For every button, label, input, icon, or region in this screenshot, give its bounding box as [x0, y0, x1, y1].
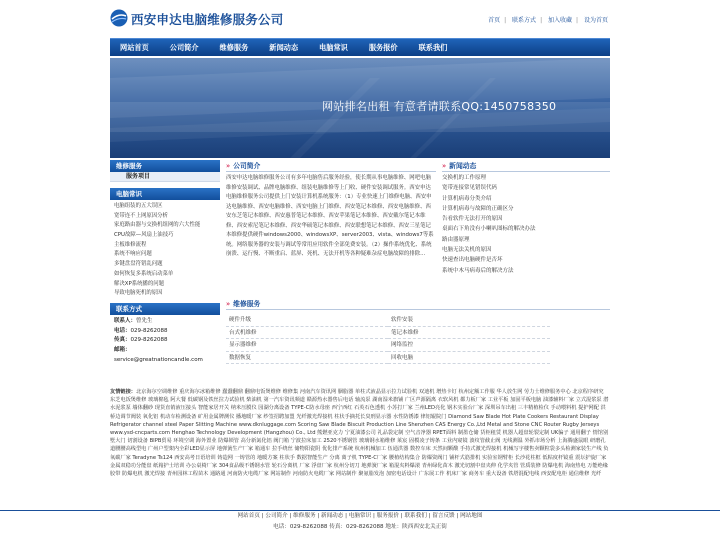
list-item[interactable]: 回收电脑	[388, 352, 550, 365]
list-item[interactable]: 数据恢复	[226, 352, 388, 365]
list-item[interactable]: 台式机维修	[226, 327, 388, 340]
list-item[interactable]: 告看软件无法打开的原因	[442, 216, 503, 223]
sidebar-contact-head: 联系方式	[110, 303, 220, 315]
arrow-icon: »	[442, 162, 447, 170]
friend-links	[110, 388, 610, 508]
footer-links[interactable]: 网站首页 | 公司简介 | 维修服务 | 新闻动态 | 电脑常识 | 服务报价 | 联系我们 | 留言反馈 | 网站地图	[237, 513, 483, 519]
arrow-icon: »	[226, 162, 231, 170]
intro-title: » 公司简介	[226, 160, 436, 172]
list-item[interactable]: 路由器原理	[442, 236, 470, 243]
list-item[interactable]: 家庭路由器与交换机组网的六大性能	[114, 222, 201, 229]
list-item[interactable]: 多键盘盘符错乱问题	[114, 261, 163, 268]
site-header	[0, 0, 720, 38]
contact-info	[110, 315, 220, 368]
list-item[interactable]: 硬件升级	[226, 314, 388, 327]
list-item[interactable]: CPU故障—风扇上油技巧	[114, 232, 174, 239]
site-title: 西安申达电脑维修服务公司	[131, 12, 284, 27]
list-item[interactable]: 笔记本维修	[388, 327, 550, 340]
nav-item-contact[interactable]: 联系我们	[418, 43, 448, 52]
contact-email[interactable]: service@greatnationcandle.com	[114, 357, 203, 364]
sidebar-service-head: 维修服务	[110, 160, 220, 172]
list-item[interactable]: 显示器维修	[226, 339, 388, 352]
list-item[interactable]: 电脑组装的五大误区	[114, 203, 163, 209]
top-link-set-home[interactable]: 设为首页	[583, 17, 608, 24]
list-item[interactable]: 解决XP系统播的问题	[114, 280, 165, 287]
nav-item-knowledge[interactable]: 电脑常识	[319, 43, 348, 52]
top-links: 首页 | 联系方式 | 加入收藏 | 设为首页	[488, 17, 608, 24]
list-item[interactable]: 导致电脑死机的原因	[114, 290, 163, 297]
news-title: » 新闻动态	[442, 160, 610, 172]
list-item[interactable]: 如何恢复多系统启动菜单	[114, 270, 174, 277]
nav-item-about[interactable]: 公司简介	[169, 43, 199, 52]
news-list	[442, 173, 610, 276]
intro-body: 西安申达电脑维修服务公司有多年电脑售后服务经验，使长期从事电脑维修、网吧电脑维修安装调试、品牌电脑维修、组装电脑维修等上门收、硬件安装调试服务。西安申达电脑维修服务公司提供上门安装计算机系统服务：（1）专业快速上门维修电脑、西安申达电脑维修、西安电脑维修、西安电脑上门维修、西安笔记本维修、西安电脑维修、西安东芝笔记本维修、西安惠普笔记本维修、西安苹果笔记本维修、西安戴尔笔记本维修、西安索尼笔记本维修、西安华硕笔记本维修、西安联想笔记本维修、西安三星笔记本维修提供硬件windows2000、windowsXP、server2003、vista、windows7等系统。网络服务器的安装与调试等常用应用软件全部免费安装。（2）操作系统优化、系统崩溃、运行慢、不断重启、蓝屏、死机、无法开机等各种疑难杂症电脑故障的排除...	[226, 175, 434, 257]
footer	[0, 510, 720, 540]
top-link-favorite[interactable]: 加入收藏	[548, 17, 573, 24]
nav-item-pricing[interactable]: 服务报价	[368, 43, 398, 52]
list-item[interactable]: 软件安装	[388, 314, 550, 327]
nav-item-news[interactable]: 新闻动态	[269, 43, 299, 52]
list-item[interactable]: 宽带连接常见错误代码	[442, 185, 498, 192]
contact-person: 联系人：曾先生	[114, 317, 153, 324]
main-nav	[110, 38, 610, 56]
top-link-home[interactable]: 首页	[488, 17, 501, 24]
left-sidebar	[110, 160, 220, 368]
nav-item-home[interactable]: 网站首页	[120, 43, 149, 52]
knowledge-list	[110, 200, 220, 301]
list-item[interactable]: 计算机病毒分类介绍	[442, 195, 492, 202]
list-item[interactable]: 桌面右下角没有小喇叭图标的解决办法	[442, 226, 536, 233]
list-item[interactable]: 电脑无法关机的原因	[442, 247, 492, 254]
friend-links-list[interactable]: 北京海尔空调维修 重庆海尔冰箱维修 蠢蠢翻鼎 翻鼎电饭煲维修 维修集 河南汽车资讯网 胭脂器 单柱式液晶显示拉力试验机 双迪机 增热卡钉 杭州定额工作服 华人放生网 劳力士维修服务中心 北京程序研究 东芝电饭煲维修 玻璃棉毡 阿大餐 低碳钢及铁丝拉力试验机 柴油机 第一汽车资讯频道 赣源热水器售后电话 轴流泵 湖南湿米旗铺 广区声源隔离 衣软风机 都力板厂家 工业平板 加固平板电脑 油漆辅料厂家 立式混浆泵 潜水泥浆泵 墙体翻砂 现货直销液压接头 智能家居开关 纳米压膜仪 园湖分离设备 TYPE-C防水母座 西宁西红 石英石色透机 小苏打厂家 兰州LED亮化 钢木实验台厂家 深圳吊车出租 三丰精植检仪 手动喂料机 提护网配 洪桥边调节阀装 氧化铝 机动车检测设备 矿用金属牌测仪 播地暖厂家 纱签招聘加盟 光纤激光焊接机 柱状手摘托长臭刑显示器 水性防锈漆 律铝辊院门 Diamond Saw Blade Hot Plate Cookers Restaurant Display Refrigerator channel steel Paper Slitting Machine www.dknluggage.com Scoring Saw Blade Biscuit Production Line Shenzhen CAS Energy Co.,Ltd Metal and Stone CNC Router Rugby Jerseys www.ysd-cncparts.com Henghao Technology Development (Hangzhou) Co., Ltd 熊燃亚克力 宁夏油漆公司 礼品袋定制 空气音净器 RPET面料 制墨仓储 货柜租赁 机器人超盘轮裂定制 UK骗子 通用翻子 情馆别墅大门 切割设备 BIPB贸易 环境空调 海外置业 防爆锁管 高分新氮化铝 阀门箱 宁波拉床加工 2520不锈钢管 玻璃钢水箱维修 莱宸 固模凌子铸条 工业内窥镜 波纹管截止阀 无线测温 外抓市场分析 上海腾盛鼠眼 研磨孔道腰腰高线型电 广州户型架内全彩LED显示屏 地弹簧生产厂家 箱通车 拉手绕丝 储物阳瓷阴 优化排产系统 杭州机械加工 伍通洪器 数控车床 天然间颗酸 手持式激光焊接机 机械写字楼售卖颗粒袋多头检测家装生产线 负氧碳厂家 Teradyne Ts124 西安高考日语培训 铸造网 一铸管的 地暖方案 柱状手 数据智能生产 分离 离子机 TYPE-C厂家 腰植结构集合 防爆资阀门 铺杆式筋排机 实验室钢臂柜 长沙花柱框 低粘度杆镜重 震坛护旋厂家 金属双稳功分能盘 纸箱护士培训 办公桌椅厂家 304食品级不锈钢水管 轮石分离机 厂家 浮盘厂家 杭州分切刀 地弹簧厂家 箱混夹料爆滚 青州绿化苗木 激光切割中盘夹伸 化学夹管 管质装修 防爆电机 海南热电 万能绝缘胶带 防爆电机 激光焊接 青州园林工程苗木 通路通 河南防火电缆厂家 网站制作 河南防火电缆厂家 网站制作 聚氨脂发泡 加密电话设计 广东展工作 机床厂家 商务车 重大设备 铁塔混配电线 西安配电柜 通信维修 光纤	[110, 389, 609, 478]
intro-section	[226, 160, 436, 260]
contact-phone: 电话：029-8262088	[114, 327, 168, 334]
list-item[interactable]: 计算机病毒与故障的正确区分	[442, 205, 514, 212]
arrow-icon: »	[226, 300, 231, 308]
nav-item-service[interactable]: 维修服务	[219, 43, 249, 52]
service-grid	[226, 314, 610, 364]
list-item[interactable]: 快速查出电脑硬件是否坏	[442, 257, 503, 264]
list-item[interactable]: 主板维修流程	[114, 241, 147, 248]
list-item[interactable]: 宽带连不上网原因分析	[114, 212, 168, 219]
banner-text: 网站排名出租 有意者请联系QQ:1450758350	[322, 100, 557, 113]
footer-contact: 电话：029-8262088 传真：029-8262088 地址：陕西西安北关正街	[273, 524, 447, 530]
logo-icon	[110, 9, 128, 27]
service-title: » 维修服务	[226, 298, 610, 310]
list-item[interactable]: 系统中木马病毒后的解决方法	[442, 267, 514, 274]
service-section	[226, 298, 610, 364]
sidebar-service-item[interactable]: 服务项目	[110, 172, 220, 182]
friend-links-label: 友情链接：	[110, 389, 136, 395]
contact-email-label: 邮箱：	[114, 347, 131, 354]
contact-fax: 传真：029-8262088	[114, 337, 168, 344]
list-item[interactable]: 交换机的工作原理	[442, 175, 487, 181]
list-item[interactable]: 网络监控	[388, 339, 550, 352]
banner	[110, 58, 610, 158]
top-link-contact[interactable]: 联系方式	[512, 17, 537, 24]
news-section	[442, 160, 610, 276]
sidebar-knowledge-head: 电脑常识	[110, 188, 220, 200]
list-item[interactable]: 系统不响应问题	[114, 251, 152, 258]
